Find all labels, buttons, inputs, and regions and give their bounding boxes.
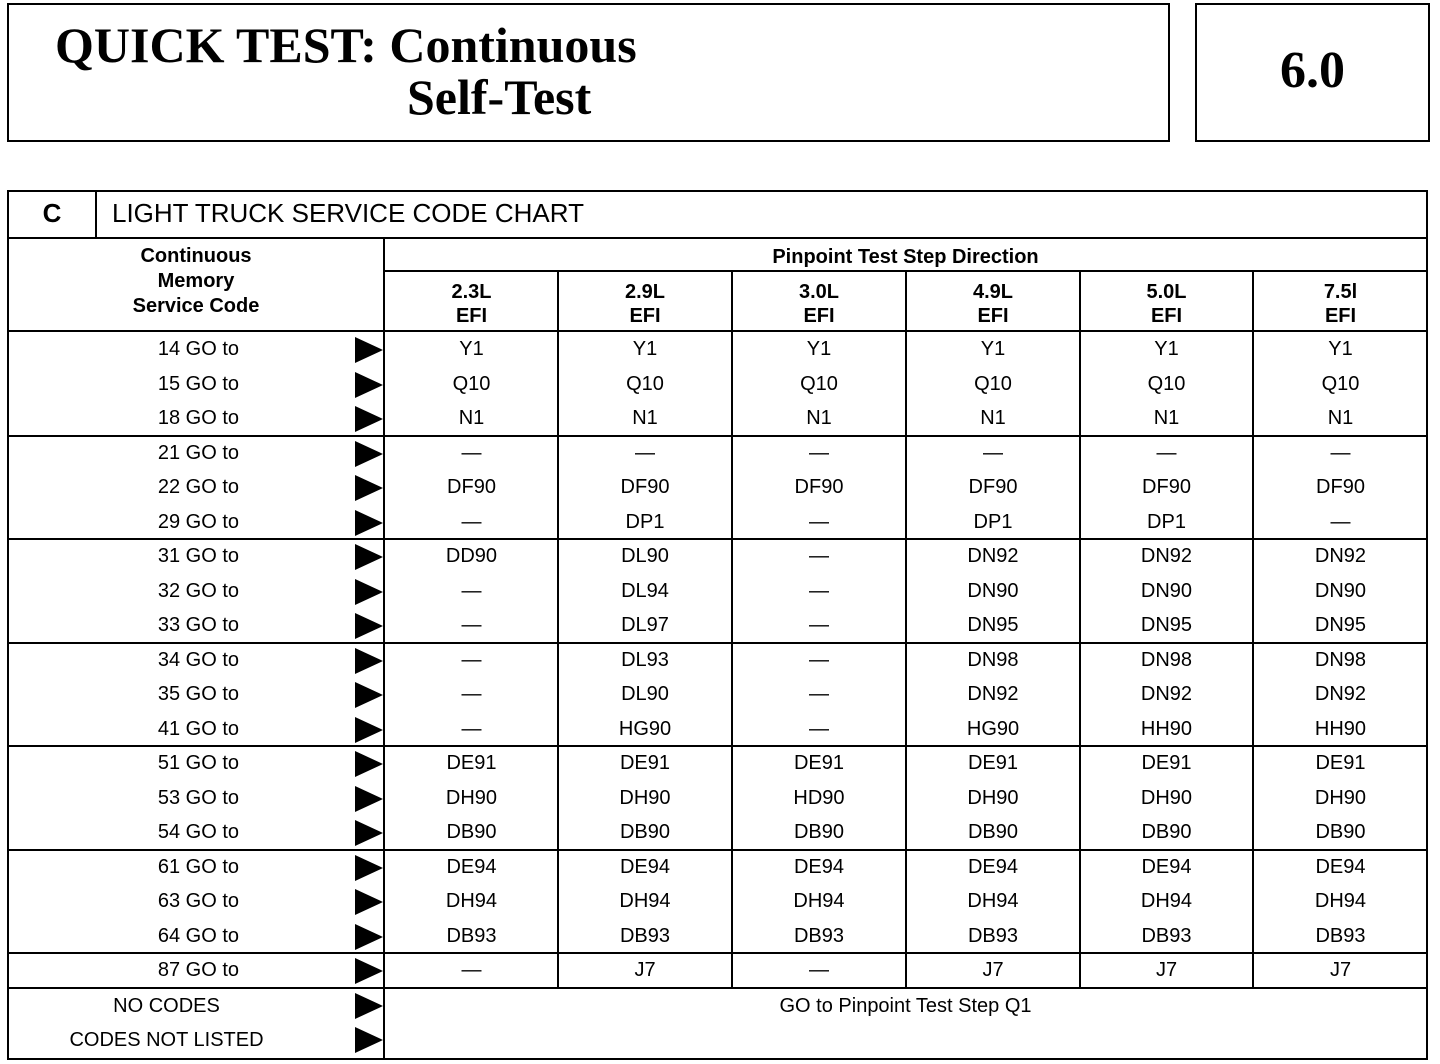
- test-step-cell: Q10: [1321, 372, 1360, 395]
- engine-header: 3.0L: [798, 281, 840, 303]
- test-step-cell: DL97: [621, 614, 669, 636]
- test-step-cell: —: [461, 510, 482, 533]
- arrow-icon: [355, 717, 383, 743]
- arrow-icon: [355, 958, 383, 984]
- test-step-cell: DN92: [1314, 683, 1367, 705]
- test-step-cell: DE94: [619, 855, 671, 878]
- test-step-cell: —: [461, 648, 482, 671]
- memory-code-header: Memory: [157, 270, 235, 292]
- test-step-cell: N1: [632, 407, 658, 429]
- test-step-cell: HD90: [793, 786, 845, 809]
- test-step-cell: DE94: [1315, 855, 1366, 878]
- test-step-cell: DH90: [967, 786, 1019, 809]
- test-step-cell: DB93: [1315, 924, 1366, 947]
- test-step-cell: DH90: [1314, 786, 1367, 809]
- engine-header: 2.3L: [451, 281, 492, 303]
- divider: [95, 192, 97, 237]
- arrow-icon: [355, 889, 383, 915]
- test-step-cell: DL90: [621, 545, 669, 567]
- test-step-cell: —: [1330, 510, 1351, 533]
- test-step-cell: DH94: [967, 890, 1019, 912]
- test-step-cell: DN90: [1140, 579, 1193, 602]
- test-step-cell: DD90: [445, 545, 498, 567]
- special-direction: GO to Pinpoint Test Step Q1: [779, 994, 1032, 1017]
- arrow-icon: [355, 751, 383, 777]
- test-step-cell: DL93: [621, 648, 669, 671]
- engine-header: 4.9L: [972, 281, 1014, 303]
- test-step-cell: —: [809, 648, 829, 671]
- test-step-cell: —: [809, 510, 829, 533]
- test-step-cell: Q10: [974, 372, 1012, 395]
- service-code: 41 GO to: [157, 717, 239, 740]
- test-step-cell: DN98: [967, 648, 1019, 671]
- service-code-chart: [7, 190, 1428, 1060]
- memory-code-header: Continuous: [140, 245, 252, 267]
- service-code: 63 GO to: [157, 890, 239, 912]
- engine-header: EFI: [977, 305, 1009, 327]
- test-step-cell: Y1: [1154, 338, 1179, 360]
- arrow-icon: [355, 406, 383, 432]
- divider: [9, 745, 1426, 747]
- arrow-icon: [355, 1027, 383, 1053]
- test-step-cell: —: [809, 717, 829, 740]
- test-step-cell: N1: [1327, 407, 1354, 429]
- test-step-cell: Y1: [1328, 338, 1353, 360]
- test-step-cell: —: [983, 441, 1003, 464]
- arrow-icon: [355, 544, 383, 570]
- test-step-cell: DH94: [445, 890, 498, 912]
- test-step-cell: DB90: [793, 821, 845, 843]
- test-step-cell: DN92: [967, 545, 1019, 567]
- service-code: 21 GO to: [157, 441, 239, 464]
- service-code: 29 GO to: [157, 510, 239, 533]
- test-step-cell: DB93: [793, 924, 845, 947]
- test-step-cell: —: [461, 717, 482, 740]
- test-step-cell: —: [809, 959, 829, 981]
- test-step-cell: DN95: [1140, 614, 1193, 636]
- divider: [9, 237, 1426, 239]
- test-step-cell: DN95: [967, 614, 1019, 636]
- service-code: 61 GO to: [157, 855, 239, 878]
- test-step-cell: Q10: [800, 372, 838, 395]
- test-step-cell: DH94: [1314, 890, 1367, 912]
- engine-header: 2.9L: [624, 281, 666, 303]
- service-code: 31 GO to: [157, 545, 239, 567]
- test-step-cell: DE91: [1141, 752, 1192, 774]
- test-step-cell: DF90: [968, 476, 1018, 498]
- service-code: 87 GO to: [157, 959, 239, 981]
- test-step-cell: DE94: [793, 855, 845, 878]
- test-step-cell: DB90: [1141, 821, 1192, 843]
- special-code-label: CODES NOT LISTED: [69, 1029, 264, 1051]
- engine-header: EFI: [803, 305, 835, 327]
- test-step-cell: DH94: [1140, 890, 1193, 912]
- test-step-cell: DN90: [1314, 579, 1367, 602]
- engine-header: EFI: [629, 305, 661, 327]
- engine-header: 7.5l: [1323, 281, 1358, 303]
- test-step-cell: DE91: [967, 752, 1019, 774]
- arrow-icon: [355, 441, 383, 467]
- test-step-cell: HH90: [1140, 717, 1193, 740]
- test-step-cell: DL94: [621, 579, 669, 602]
- test-step-cell: HG90: [618, 717, 672, 740]
- test-step-cell: DE91: [1315, 752, 1366, 774]
- test-step-cell: Q10: [1147, 372, 1186, 395]
- test-step-cell: DN95: [1314, 614, 1367, 636]
- test-step-cell: J7: [634, 959, 656, 981]
- service-code: 18 GO to: [157, 407, 239, 429]
- test-step-cell: DH94: [619, 890, 671, 912]
- title-box: [7, 3, 1170, 142]
- test-step-cell: DE94: [1141, 855, 1192, 878]
- test-step-cell: —: [461, 959, 482, 981]
- test-step-cell: DF90: [794, 476, 844, 498]
- service-code: 34 GO to: [157, 648, 239, 671]
- arrow-icon: [355, 855, 383, 881]
- arrow-icon: [355, 372, 383, 398]
- test-step-cell: DP1: [625, 510, 665, 533]
- test-step-cell: DE91: [793, 752, 845, 774]
- test-step-cell: DP1: [973, 510, 1013, 533]
- test-step-cell: —: [461, 683, 482, 705]
- test-step-cell: J7: [982, 959, 1004, 981]
- service-code: 53 GO to: [157, 786, 239, 809]
- test-step-cell: N1: [806, 407, 832, 429]
- test-step-cell: DH90: [1140, 786, 1193, 809]
- test-step-cell: N1: [458, 407, 485, 429]
- arrow-icon: [355, 993, 383, 1019]
- memory-code-header: Service Code: [132, 295, 260, 317]
- divider: [9, 435, 1426, 437]
- test-step-cell: DN98: [1314, 648, 1367, 671]
- chart-title: LIGHT TRUCK SERVICE CODE CHART: [112, 198, 584, 228]
- test-step-cell: —: [809, 579, 829, 602]
- test-step-cell: —: [461, 441, 482, 464]
- test-step-cell: —: [809, 614, 829, 636]
- arrow-icon: [355, 820, 383, 846]
- test-step-cell: DF90: [620, 476, 670, 498]
- test-step-cell: Y1: [459, 338, 484, 360]
- test-step-cell: —: [1330, 441, 1351, 464]
- test-step-cell: DF90: [1142, 476, 1191, 498]
- test-step-cell: —: [809, 683, 829, 705]
- test-step-cell: Y1: [632, 338, 658, 360]
- divider: [9, 952, 1426, 954]
- test-step-cell: DE91: [446, 752, 497, 774]
- test-step-cell: J7: [1155, 959, 1178, 981]
- arrow-icon: [355, 786, 383, 812]
- test-step-cell: DP1: [1147, 510, 1186, 533]
- divider: [9, 642, 1426, 644]
- service-code: 14 GO to: [157, 338, 239, 360]
- arrow-icon: [355, 682, 383, 708]
- test-step-cell: —: [461, 614, 482, 636]
- arrow-icon: [355, 337, 383, 363]
- test-step-cell: DB90: [1315, 821, 1366, 843]
- test-step-cell: DB90: [446, 821, 497, 843]
- arrow-icon: [355, 579, 383, 605]
- test-step-cell: J7: [1329, 959, 1352, 981]
- test-step-cell: —: [809, 441, 829, 464]
- test-step-cell: Q10: [452, 372, 491, 395]
- test-step-cell: DN90: [967, 579, 1019, 602]
- section-number-box: [1195, 3, 1430, 142]
- arrow-icon: [355, 613, 383, 639]
- test-step-cell: —: [635, 441, 655, 464]
- test-step-cell: DN98: [1140, 648, 1193, 671]
- arrow-icon: [355, 475, 383, 501]
- test-step-cell: DN92: [1140, 683, 1193, 705]
- service-code: 32 GO to: [157, 579, 239, 602]
- service-code: 51 GO to: [157, 752, 239, 774]
- test-step-cell: —: [1156, 441, 1177, 464]
- divider: [9, 987, 1426, 989]
- engine-header: EFI: [1324, 305, 1357, 327]
- test-step-cell: DN92: [967, 683, 1019, 705]
- divider: [9, 330, 1426, 332]
- chart-letter: C: [42, 198, 62, 228]
- test-step-cell: DE91: [619, 752, 671, 774]
- test-step-cell: —: [461, 579, 482, 602]
- service-code: 33 GO to: [157, 614, 239, 636]
- test-step-cell: DL90: [621, 683, 669, 705]
- test-step-cell: DB90: [619, 821, 671, 843]
- test-step-cell: DB93: [967, 924, 1019, 947]
- test-step-cell: DE94: [967, 855, 1019, 878]
- test-step-cell: DB93: [446, 924, 497, 947]
- engine-header: EFI: [1150, 305, 1183, 327]
- test-step-cell: DH90: [619, 786, 671, 809]
- test-step-cell: DF90: [447, 476, 496, 498]
- service-code: 15 GO to: [157, 372, 239, 395]
- test-step-cell: DB93: [619, 924, 671, 947]
- test-step-cell: DF90: [1316, 476, 1365, 498]
- service-code: 54 GO to: [157, 821, 239, 843]
- arrow-icon: [355, 924, 383, 950]
- arrow-icon: [355, 648, 383, 674]
- divider: [9, 849, 1426, 851]
- page-title-line2: Self-Test: [407, 69, 592, 125]
- test-step-cell: HG90: [966, 717, 1020, 740]
- test-step-cell: N1: [1153, 407, 1180, 429]
- arrow-icon: [355, 510, 383, 536]
- test-step-cell: —: [809, 545, 829, 567]
- engine-header: EFI: [455, 305, 488, 327]
- test-step-cell: N1: [980, 407, 1006, 429]
- special-code-label: NO CODES: [113, 994, 220, 1017]
- test-step-cell: DN92: [1314, 545, 1367, 567]
- test-step-cell: Y1: [980, 338, 1006, 360]
- pinpoint-direction-header: Pinpoint Test Step Direction: [772, 246, 1039, 268]
- test-step-cell: DH90: [445, 786, 498, 809]
- page-title-line1: QUICK TEST: Continuous: [55, 17, 637, 73]
- test-step-cell: DB93: [1141, 924, 1192, 947]
- engine-header: 5.0L: [1146, 281, 1187, 303]
- test-step-cell: HH90: [1314, 717, 1367, 740]
- test-step-cell: DH94: [793, 890, 845, 912]
- service-code: 64 GO to: [157, 924, 239, 947]
- service-code: 35 GO to: [157, 683, 239, 705]
- test-step-cell: Q10: [626, 372, 664, 395]
- test-step-cell: DN92: [1140, 545, 1193, 567]
- service-code: 22 GO to: [157, 476, 239, 498]
- divider: [9, 538, 1426, 540]
- test-step-cell: DE94: [446, 855, 497, 878]
- section-number: 6.0: [1280, 42, 1345, 99]
- test-step-cell: DB90: [967, 821, 1019, 843]
- test-step-cell: Y1: [806, 338, 832, 360]
